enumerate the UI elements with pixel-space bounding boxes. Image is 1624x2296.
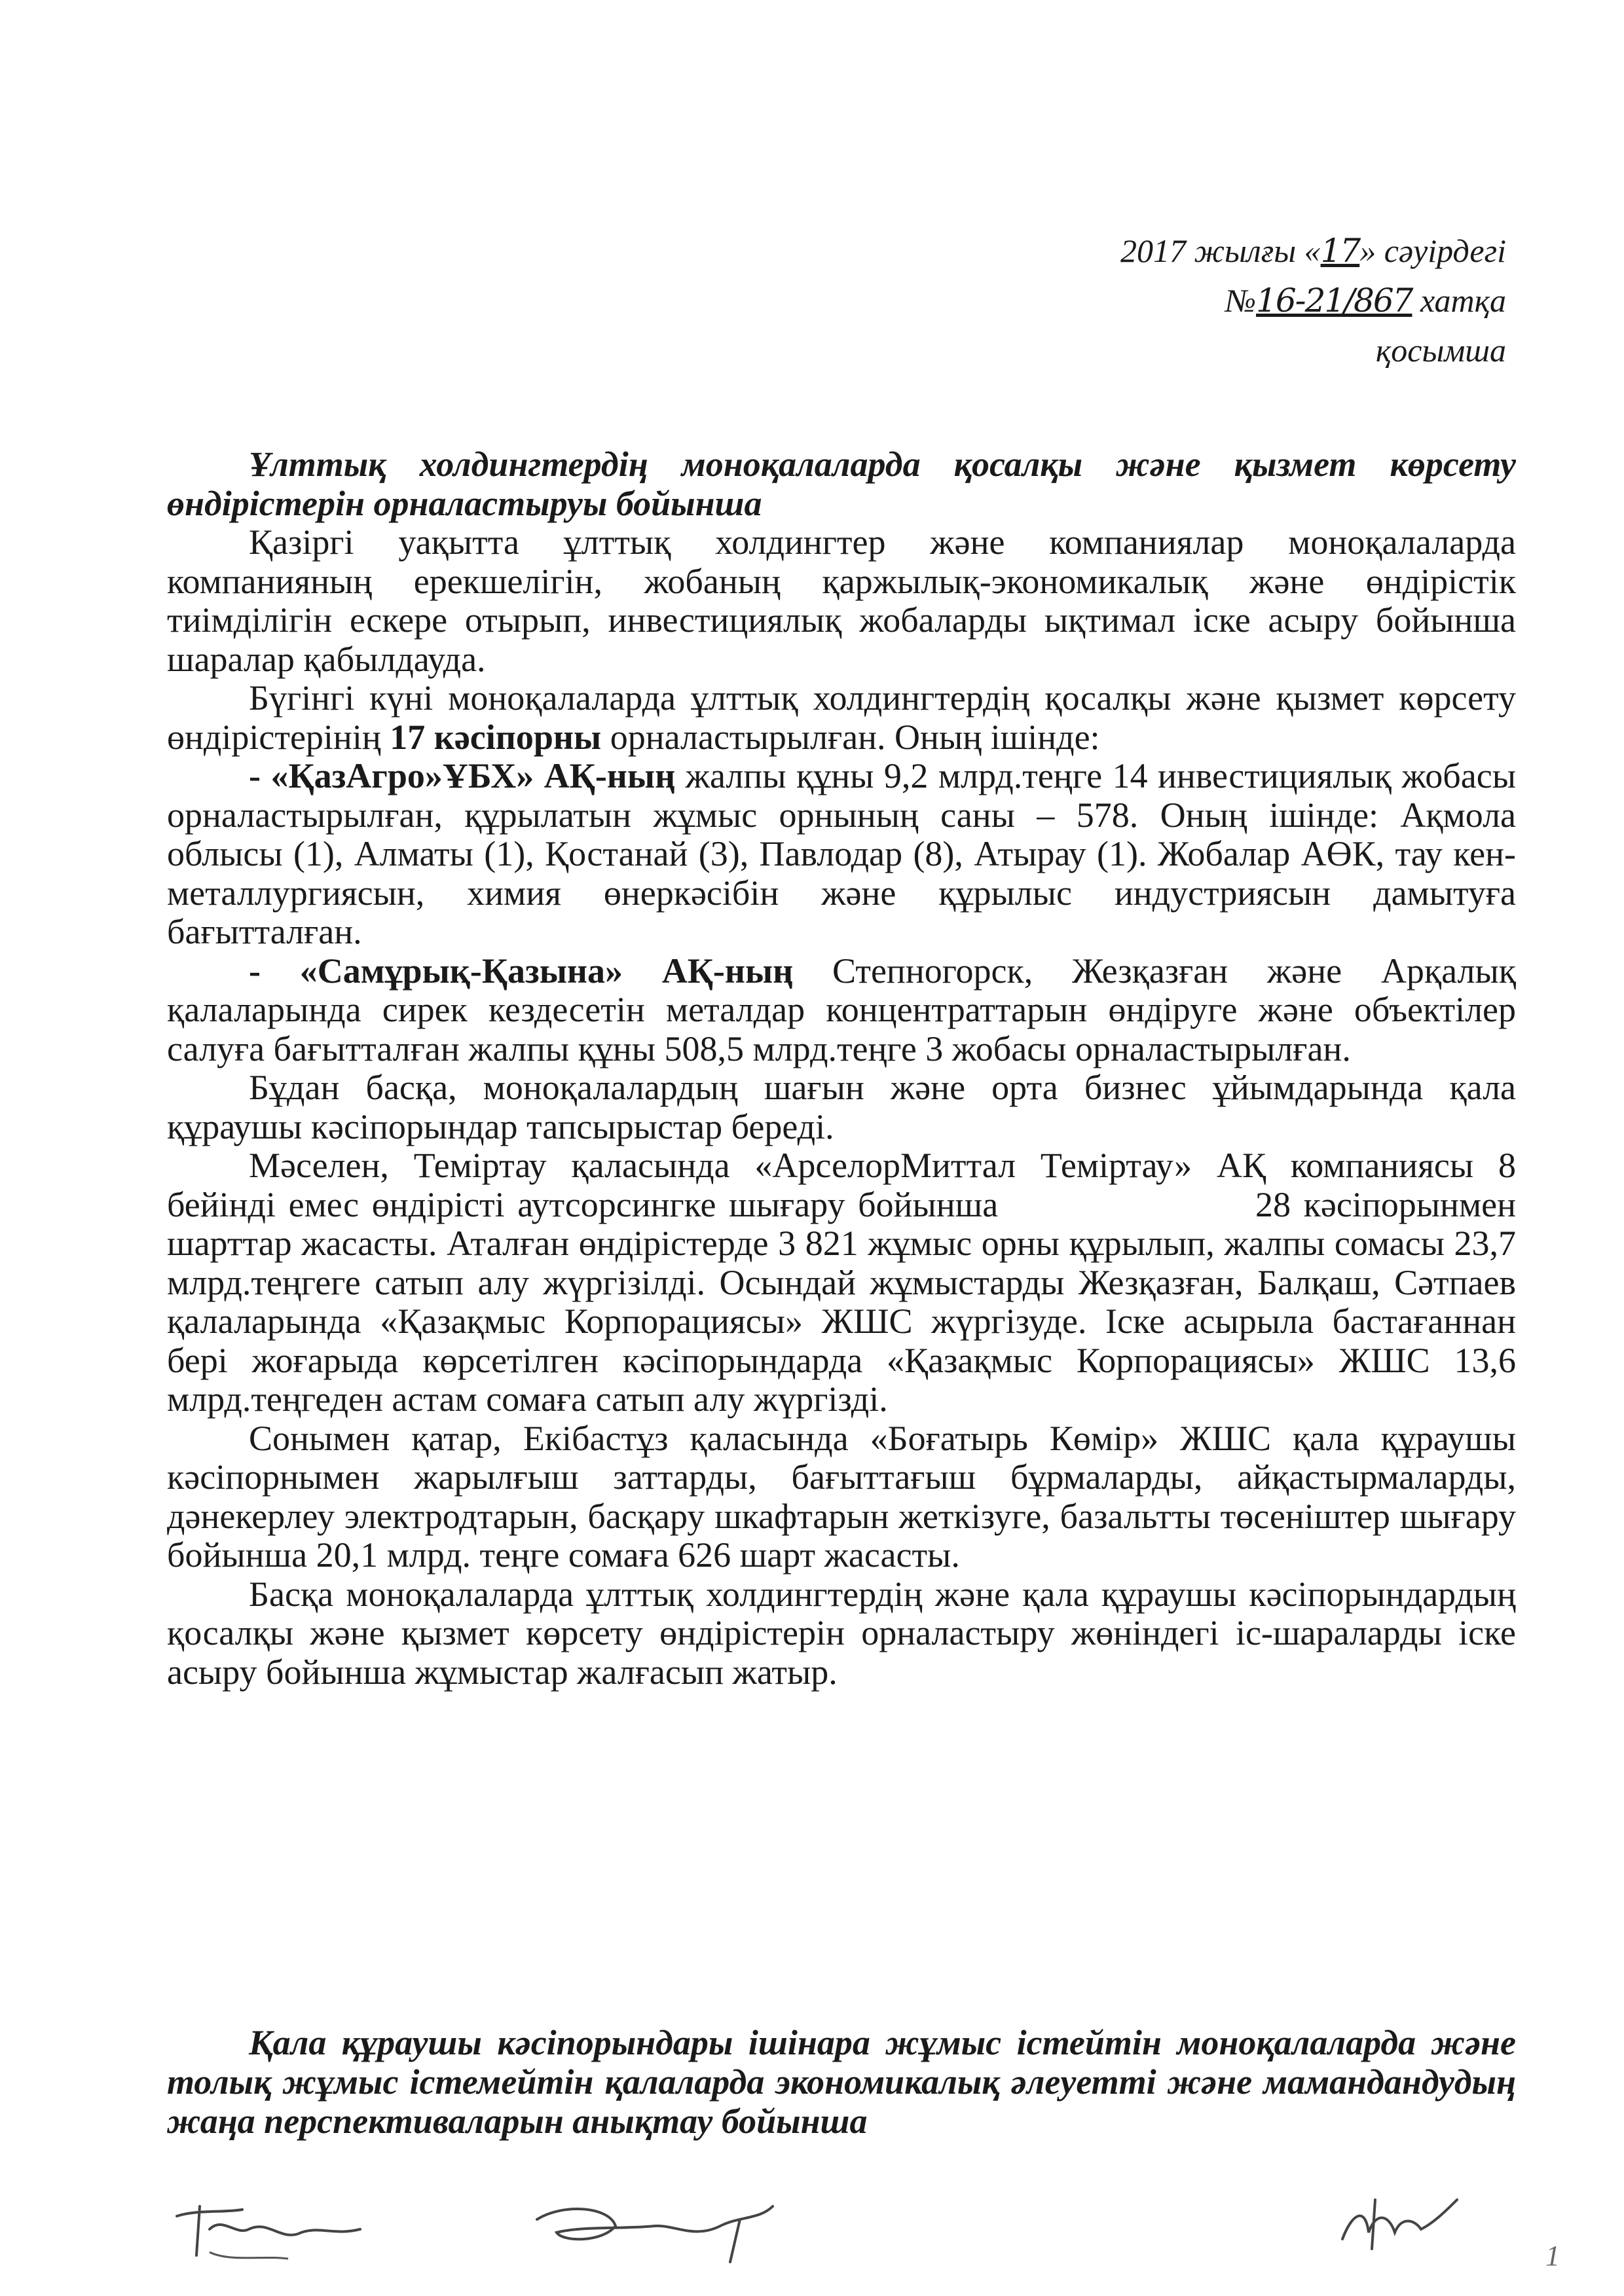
kazagro-text: жалпы құны 9,2 млрд.теңге 14 инвестициялық жобасы орналастырылған, құрылатын жұмыс орнының саны – 578. Оның ішінде: Ақмола облысы (1), Алматы (1), Қостанай (3), Павлодар (8), Атырау (1). Жобалар АӨК, тау кен-металлургиясын, химия өнеркәсібін және құрылыс индустриясын дамытуға бағытталған. — [167, 756, 1517, 951]
header-number-prefix: № — [1225, 282, 1257, 319]
paragraph-3 — [167, 757, 1516, 952]
paragraph-5: Бұдан басқа, моноқалалардың шағын және орта бизнес ұйымдарында қала құраушы кәсіпорындар тапсырыстар береді. — [167, 1068, 1516, 1146]
samruk-text: Степногорск, Жезқазған және Арқалық қалаларында сирек кездесетін металдар концентраттарын өндіруге және объектілер салуға бағытталған жалпы құны 508,5 млрд.теңге 3 жобасы орналастырылған. — [167, 951, 1516, 1068]
header-date-line — [917, 226, 1506, 276]
header-attachment-label: қосымша — [1375, 332, 1506, 369]
paragraph-2-text-c: орналастырылған. Оның ішінде: — [601, 717, 1100, 757]
paragraph-1: Қазіргі уақытта ұлттық холдингтер және компаниялар моноқалаларда компанияның ерекшелігін, жобаның қаржылық-экономикалық және өндірістік тиімділігін ескере отырып, инвестициялық жобаларды ықтимал іске асыру бойынша шаралар қабылдауда. — [167, 522, 1516, 679]
header-number-line — [917, 276, 1506, 325]
header-date-suffix: » сәуірдегі — [1359, 232, 1506, 269]
paragraph-2-bold: 17 кәсіпорны — [390, 717, 602, 757]
initials-right-image — [1336, 2187, 1467, 2259]
main-text — [167, 445, 1525, 1692]
samruk-label: - «Самұрық-Қазына» АҚ-ның — [249, 951, 794, 991]
paragraph-2-text-a: Бүгінгі күні моноқалаларда ұлттық холдингтердің қосалқы және қызмет көрсету өндірістерінің — [167, 678, 1516, 757]
section2-heading-block — [167, 2023, 1516, 2141]
signature-center-image — [524, 2180, 799, 2272]
header-date-prefix: 2017 жылғы « — [1120, 232, 1321, 269]
kazagro-label: - «ҚазАгро»ҰБХ» АҚ-ның — [249, 756, 676, 795]
section2-heading: Қала құраушы кәсіпорындары ішінара жұмыс істейтін моноқалаларда және толық жұмыс істемейтін қалаларда экономикалық әлеуетті және мамандандудың жаңа перспективаларын анықтау бойынша — [167, 2023, 1516, 2141]
page-number: 1 — [1545, 2240, 1560, 2272]
header-date-day: 17 — [1320, 232, 1360, 270]
paragraph-7: Сонымен қатар, Екібастұз қаласында «Боғатырь Көмір» ЖШС қала құраушы кәсіпорнымен жарылғыш заттарды, бағыттағыш бұрмаларды, айқастырмаларды, дәнекерлеу электродтарын, басқару шкафтарын жеткізуге, базальтты төсеніштер шығару бойынша 20,1 млрд. теңге сомаға 626 шарт жасасты. — [167, 1418, 1516, 1575]
header-number-suffix: хатқа — [1420, 282, 1506, 319]
attachment-header — [917, 226, 1506, 375]
paragraph-6: Мәселен, Теміртау қаласында «АрселорМиттал Теміртау» АҚ компаниясы 8 бейінді емес өндірісті аутсорсингке шығару бойынша 28 кәсіпорынмен шарттар жасасты. Аталған өндірістерде 3 821 жұмыс орны құрылып, жалпы сомасы 23,7 млрд.теңгеге сатып алу жүргізілді. Осындай жұмыстарды Жезқазған, Балқаш, Сәтпаев қалаларында «Қазақмыс Корпорациясы» ЖШС жүргізуде. Іске асырыла бастағаннан бері жоғарыда көрсетілген кәсіпорындарда «Қазақмыс Корпорациясы» ЖШС 13,6 млрд.теңгеден астам сомаға сатып алу жүргізді. — [167, 1146, 1525, 1419]
paragraph-2 — [167, 679, 1516, 757]
signature-left-image — [170, 2190, 380, 2275]
section1-heading: Ұлттық холдингтердің моноқалаларда қосалқы және қызмет көрсету өндірістерін орналастыруы бойынша — [167, 445, 1516, 523]
paragraph-4 — [167, 952, 1516, 1069]
header-letter-number: 16-21/867 — [1256, 282, 1412, 319]
paragraph-8: Басқа моноқалаларда ұлттық холдингтердің және қала құраушы кәсіпорындардың қосалқы және қызмет көрсету өндірістерін орналастыру жөніндегі іс-шараларды іске асыру бойынша жұмыстар жалғасып жатыр. — [167, 1574, 1516, 1692]
